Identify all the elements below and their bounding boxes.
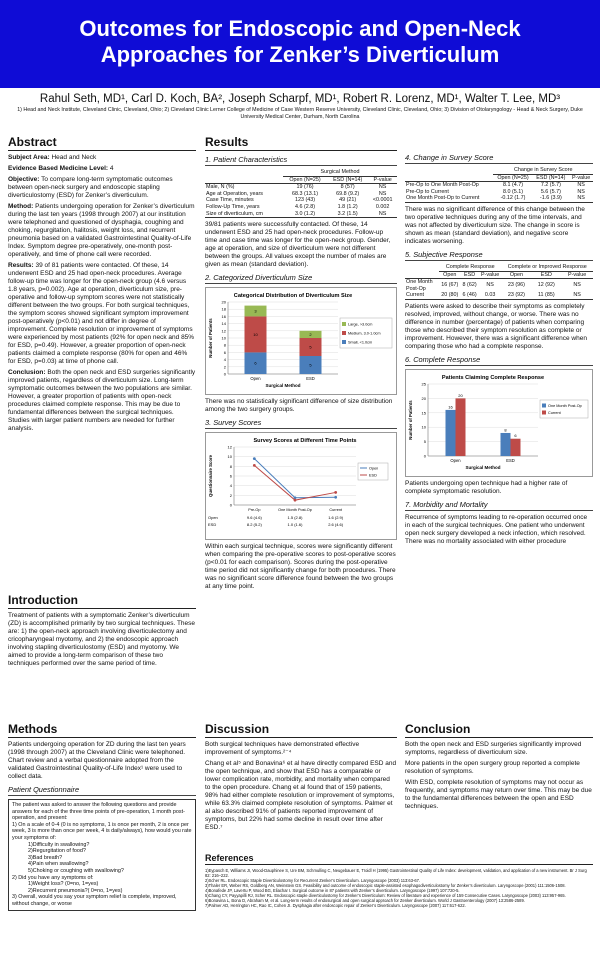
chart-title: Survey Scores at Different Time Points: [253, 438, 357, 445]
y-axis-label: Number of Patients: [408, 400, 413, 440]
evidence-level: Evidence Based Medicine Level: 4: [8, 165, 114, 172]
introduction-section: [8, 593, 196, 707]
complete-chart-frame: [405, 369, 593, 477]
table-row: Pre-Op to Current 8.0 (5.1) 5.6 (5.7) NS: [406, 188, 585, 195]
bar-value-label: 10: [253, 332, 258, 338]
x-axis-label: Surgical Method: [465, 464, 501, 470]
x-tick-label: Current: [329, 508, 343, 513]
references-heading: References: [205, 853, 593, 865]
subjective-response-table: Complete Response Complete or Improved Response Open ESD P-value Open ESD P-value One Month Post-Op 16 (67) 8 (62) NS 23 (96) 12 (92) NS Current 20 (80) 6 (46) 0.03 23 (92) 11 (85) NS: [405, 264, 593, 300]
bar: [456, 398, 466, 456]
y-tick-label: 25: [421, 381, 426, 387]
categorized-size-text: There was no statistically significant difference of size distribution among the two surgery groups.: [205, 398, 393, 414]
y-axis-label: Questionnaire Score: [208, 455, 213, 498]
legend-swatch: [342, 322, 346, 326]
reference-item: 6)Bonavina L, Bona D, Abraham M, et al. Long-term results of endosurgical and open surgical approach for Zenker diverticulum. World J Gastroenterology (2007) 13:2586-2589.: [205, 898, 525, 903]
method: Method: Patients undergoing operation for Zenker’s diverticulum during the last ten years (1998 through 2007) at our institution were telephoned and questioned of dysphagia, coughing and choking, regurgitation, halitosis, weight loss, and recurrent pneumonia based on a validated Gastrointestinal Quality-of-Life Index. Symptom degree pre-operatively, one-month post-operatively, and time of phone call were recorded.: [8, 203, 195, 258]
y-tick-label: 10: [221, 335, 226, 341]
y-tick-label: 0: [223, 371, 226, 377]
legend-swatch: [342, 340, 346, 344]
conclusion-section: [405, 722, 593, 852]
table-row: Male, N (%) 19 (76) 8 (57) NS: [206, 184, 387, 191]
x-tick-label: ESD: [506, 457, 515, 463]
introduction-heading: Introduction: [8, 593, 196, 609]
survey-scores-chart: [206, 433, 396, 539]
legend-label: Current: [548, 410, 561, 415]
subjective-response-heading: 5. Subjective Response: [405, 250, 593, 261]
size-distribution-chart: [206, 288, 396, 394]
y-tick-label: 12: [227, 444, 232, 450]
table-row-label: Open: [208, 515, 218, 521]
methods-section: [8, 722, 196, 958]
table-row: One Month Post-Op 16 (67) 8 (62) NS 23 (96) 12 (92) NS: [406, 279, 581, 292]
subject-area: Subject Area: Head and Neck: [8, 154, 97, 161]
complete-response-chart: [406, 370, 592, 476]
morbidity-text: Recurrence of symptoms leading to re-operation occurred once in each of the surgical techniques. One patient who underwent open neck surgery developed a neck infection, which resolved. There was no mortality associated with either procedure: [405, 513, 588, 545]
conclusion-p3: With ESD, complete resolution of symptoms may not occur as frequently, and symptoms may return over time. This may be due to the fundamental differences between the open and ESD techniques.: [405, 779, 592, 810]
conclusion-p2: More patients in the open surgery group reported a complete resolution of symptoms.: [405, 760, 580, 775]
objective: Objective: To compare long-term symptomatic outcomes between open-neck surgery and endoscopic stapling diverticulostomy (ESD) for Zenker’s diverticulum.: [8, 176, 173, 199]
table-cell: 9.6 (4.6): [246, 515, 262, 521]
table-row-label: ESD: [208, 522, 217, 528]
y-tick-label: 4: [229, 483, 232, 489]
y-tick-label: 10: [421, 424, 426, 430]
bar-value-label: 20: [458, 392, 463, 398]
poster-title: Outcomes for Endoscopic and Open-Neck Approaches for Zenker’s Diverticulum: [79, 16, 521, 67]
results: Results: 39 of 81 patients were contacted. Of these, 14 underwent ESD and 25 had open-neck procedures. Average follow-up time was longer for the open-neck group (4.6 versus 1.8 years, p=0.002). Age at operation, diverticulum size, pre-operative and follow-up symptom scores were not statistically different between the two groups. For both surgical techniques, the symptom scores showed significant symptom improvement post-operatively (p<0.01) and not differ in degree of improvement. Complete resolution or improvement of symptoms were experienced by most patients (92% for open neck and 85% for ESD, p=0.49). However, a greater proportion of open-neck patients claimed a complete response (80% for open and 46% for ESD, p=0.03) at time of phone call.: [8, 262, 195, 365]
categorized-size-heading: 2. Categorized Diverticulum Size: [205, 273, 397, 284]
survey-scores-heading: 3. Survey Scores: [205, 418, 397, 429]
bar-value-label: 3: [254, 308, 257, 314]
discussion-section: [205, 722, 397, 852]
y-tick-label: 2: [229, 492, 232, 498]
data-point: [253, 457, 256, 460]
y-tick-label: 20: [221, 299, 226, 305]
legend-label: ESD: [369, 473, 377, 478]
discussion-heading: Discussion: [205, 722, 397, 738]
legend-label: Small, <1.0cm: [348, 340, 373, 345]
legend-label: One Month Post-Op: [548, 403, 582, 408]
legend-label: Open: [369, 466, 379, 471]
author-list: Rahul Seth, MD¹, Carl D. Koch, BA², Joseph Scharpf, MD¹, Robert R. Lorenz, MD¹, Walter T. Lee, MD³: [39, 93, 561, 105]
table-row: Follow-Up Time, years 4.6 (2.8) 1.8 (1.2) 0.002: [206, 203, 390, 210]
results-heading: Results: [205, 135, 397, 151]
table-row: Age at Operation, years 68.3 (13.1) 69.8 (9.2) NS: [206, 190, 387, 197]
y-tick-label: 18: [221, 306, 226, 312]
x-tick-label: Open: [250, 376, 261, 382]
reference-item: 3)Thaler ER, Weber RS, Goldberg AN, Weinstein GS. Feasibility and outcome of endoscopic staple-assisted esophagodiverticulostomy for Zenker’s diverticulum. Laryngoscope (2001) 111:1506-1508.: [205, 883, 566, 888]
y-tick-label: 10: [227, 454, 232, 460]
y-tick-label: 0: [423, 453, 426, 459]
y-tick-label: 6: [229, 473, 232, 479]
y-axis-label: Number of Patients: [208, 318, 213, 358]
bar-value-label: 5: [309, 344, 312, 350]
x-tick-label: ESD: [306, 376, 315, 382]
legend-swatch: [542, 410, 546, 414]
abstract-section: [8, 135, 196, 635]
discussion-p1: Both surgical techniques have demonstrated effective improvement of symptoms.²⁻⁴: [205, 741, 360, 756]
y-tick-label: 8: [229, 463, 232, 469]
bar-value-label: 2: [309, 332, 312, 338]
complete-response-heading: 6. Complete Response: [405, 355, 593, 366]
poster-title-banner: [0, 0, 600, 88]
chart-title: Categorical Distribution of Diverticulum Size: [233, 293, 353, 300]
questionnaire-heading: Patient Questionnaire: [8, 785, 196, 796]
data-point: [253, 464, 256, 467]
y-tick-label: 12: [221, 328, 226, 334]
y-tick-label: 20: [421, 395, 426, 401]
morbidity-heading: 7. Morbidity and Mortality: [405, 500, 593, 511]
conclusion: Conclusion: Both the open neck and ESD surgeries significantly improved patients, regardless of diverticulum size. Long-term symptomatic outcomes between the two populations are similar. However, a greater proportion of patients with open-neck procedures claimed complete response. This may be due to fundamental differences between the surgical techniques. Studies with larger patient numbers are needed for further analysis.: [8, 369, 196, 432]
results-section-left: [205, 135, 397, 710]
data-point: [334, 491, 337, 494]
table-cell: 1.6 (2.9): [328, 515, 344, 521]
bar-value-label: 16: [448, 404, 453, 410]
y-tick-label: 8: [223, 342, 226, 348]
y-tick-label: 6: [223, 350, 226, 356]
bar: [446, 410, 456, 456]
table-row: Pre-Op to One Month Post-Op 8.1 (4.7) 7.2 (5.7) NS: [406, 182, 585, 189]
patient-characteristics-heading: 1. Patient Characteristics: [205, 155, 397, 166]
x-tick-label: Pre-Op: [248, 508, 261, 513]
methods-text: Patients undergoing operation for ZD during the last ten years (1998 through 2007) at the Cleveland Clinic were telephoned. Chart review and a verbal questionnaire adopted from the validated Gastrointestinal Quality-of-Life Index¹ were used to collect data.: [8, 741, 186, 780]
x-tick-label: One Month Post-Op: [278, 508, 312, 513]
conclusion-p1: Both the open neck and ESD surgeries significantly improved symptoms, regardless of diverticulum size.: [405, 741, 582, 756]
table-row: Current 20 (80) 6 (46) 0.03 23 (92) 11 (85) NS: [405, 292, 593, 299]
y-tick-label: 0: [229, 502, 232, 508]
table-row: Size of diverticulum, cm 3.0 (1.2) 3.2 (1.5) NS: [205, 211, 397, 218]
affiliations: 1) Head and Neck Institute, Cleveland Clinic, Cleveland, Ohio; 2) Cleveland Clinic Lerner College of Medicine of Case Western Reserve University, Cleveland Clinic, Cleveland, Ohio; 3) Division of Otolaryngology - Head & Neck Surgery, Duke University Medical Center, Durham, North Carolina: [17, 107, 583, 120]
chart-title: Patients Claiming Complete Response: [441, 374, 545, 381]
y-tick-label: 4: [223, 357, 226, 363]
reference-item: 1)Eypasch E, Williams JI, Wood-Dauphinee S, Ure BM, Schmulling C, Neugebauer E, Troidl H (1995) Gastrointestinal Quality of Life Index: development, validation, and application of a new instrument. Br J Surg 82: 216–222.: [205, 868, 587, 878]
reference-item: 5)Chang CY, Payyapilli RJ, Scher RL. Endoscopic staple diverticulostomy for Zenker’s Diverticulum: Review of literature and experience of 159 Consecutive Cases. Laryngoscope (2003) 113:957-965.: [205, 893, 566, 898]
table-cell: 1.0 (1.6): [287, 522, 303, 528]
y-tick-label: 16: [221, 314, 226, 320]
survey-chart-frame: [205, 432, 397, 540]
size-chart-frame: [205, 287, 397, 395]
change-score-table: Change in Survey Score Open (N=25) ESD (N=14) P-value Pre-Op to One Month Post-Op 8.1 (4.7) 7.2 (5.7) NS Pre-Op to Current 8.0 (5.1) 5.6 (5.7) NS One Month Post-Op to Current -0.12 (1.7) -1.6 (3.9) NS: [405, 167, 593, 203]
complete-response-text: Patients undergoing open technique had a higher rate of complete symptomatic resolution.: [405, 479, 568, 495]
reference-item: 4)Bonafede JP, Lavertu P, Wood BG, Eliachar I. Surgical outcome in 87 patients with Zenker’s diverticulum. Laryngoscope (1997) 107:720-5.: [205, 888, 460, 893]
conclusion-heading: Conclusion: [405, 722, 593, 738]
bar-value-label: 5: [309, 362, 312, 368]
x-tick-label: Open: [450, 457, 461, 463]
bar-value-label: 6: [514, 433, 517, 439]
data-point: [334, 496, 337, 499]
survey-scores-text: Within each surgical technique, scores were significantly different when comparing the pre-operative scores to post-operative scores (p<0.01 for each comparison). Scores during the post-operative time period did not significantly change for both procedures. There was no significant score difference found between the two groups at any time point.: [205, 543, 396, 591]
series-line: [254, 459, 335, 498]
subjective-response-text: Patients were asked to describe their symptoms as completely resolved, improved, without change, or worse. There was no difference in number (percentage) of patients when comparing those who described their symptom resolution as complete or improvement. However, there was a significant difference when comparing those who had a complete response.: [405, 302, 587, 350]
legend-label: Large, >3.0cm: [348, 322, 373, 327]
discussion-p2: Chang et al⁵ and Bonavina⁶ et al have directly compared ESD and the open technique, and show that ESD has a comparable or lower complication rate, morbidity, and mortality when compared to the open procedure. Chang et al found that of 159 patients, 98% had either complete resolution or improvement of symptoms, while 63.3% claimed complete resolution of symptoms. Palmer et al also described 91% of patients reported improvement of symptoms, but 22% had some decline in result over time after ESD.⁷: [205, 760, 397, 831]
table-cell: 8.2 (5.2): [246, 522, 262, 528]
y-tick-label: 15: [421, 410, 426, 416]
questionnaire-box: The patient was asked to answer the following questions and provide answers for each of the three time points of pre-operation, 1 month post-operation, and present: 1) On a scale of 0-4 (0 is no symptoms, 1 is once per month, 2 is once per week, 3 is more than once per week, 4 is daily/always), how would you rate your symptoms of: 1)Difficulty in swallowing? 2)Regurgitation of food? 3)Bad breath? 4)Pain when swallowing? 5)Choking or coughing with swallowing? 2) Did you have any symptoms of: 1)Weight loss? (0=no, 1=yes) 2)Recurrent pneumonia?( 0=no, 1=yes) 3) Overall, would you say your symptom relief is complete, improved, without change, or worse: [8, 799, 196, 911]
reference-item: 2)Scher RL. Endoscopic Staple Diverticulostomy for Recurrent Zenker’s Diverticulum. Laryngoscope (2003) 113:63-67.: [205, 878, 421, 883]
introduction-text: Treatment of patients with a symptomatic Zenker’s diverticulum (ZD) is accomplished primarily by two surgical techniques. These are: 1) the open-neck approach involving diverticulectomy and cricopharyngeal myotomy, and 2) the endoscopic approach involving stapling diverticulostomy (ESD) and myotomy. We aimed to provide a long-term comparison of these two techniques performed over the same period of time.: [8, 612, 196, 667]
legend-swatch: [342, 331, 346, 335]
y-tick-label: 14: [221, 321, 226, 327]
results-section-right: [405, 135, 593, 710]
legend-label: Medium, 3.0-1.0cm: [348, 331, 381, 336]
change-score-heading: 4. Change in Survey Score: [405, 153, 593, 164]
table-cell: 1.5 (2.8): [287, 515, 303, 521]
methods-heading: Methods: [8, 722, 196, 738]
legend-swatch: [542, 403, 546, 407]
patient-characteristics-text: 39/81 patients were successfully contacted. Of these, 14 underwent ESD and 25 had open-neck procedures. Follow-up time and case time was longer for the open-neck group. Gender, age at operation, and size of diverticulum were not different between the groups. All values except the number of males are given as mean (standard deviation).: [205, 221, 391, 269]
patient-characteristics-table: Surgical Method Open (N=25) ESD (N=14) P-value Male, N (%) 19 (76) 8 (57) NS Age at Operation, years 68.3 (13.1) 69.8 (9.2) NS Case Time, minutes 123 (43) 49 (21) <0.0001 Follow-Up Time, years 4.6 (2.8) 1.8 (1.2) 0.002 Size of diverticulum, cm 3.0 (1.2) 3.2 (1.5) NS: [205, 169, 397, 218]
table-row: One Month Post-Op to Current -0.12 (1.7) -1.6 (3.9) NS: [405, 195, 593, 202]
table-row: Case Time, minutes 123 (43) 49 (21) <0.0001: [206, 197, 393, 204]
table-cell: 2.6 (4.6): [328, 522, 344, 528]
bar: [511, 439, 521, 456]
y-tick-label: 2: [223, 364, 226, 370]
references-section: [205, 853, 593, 958]
abstract-heading: Abstract: [8, 135, 196, 151]
change-score-text: There was no significant difference of this change between the two operative techniques during any of the time intervals, and was not affected by diverticulum size. The change in score is shown as mean (standard deviation), and negative score indicates worsening.: [405, 205, 585, 245]
x-axis-label: Surgical Method: [265, 383, 301, 389]
legend-box: [540, 400, 588, 418]
data-point: [294, 499, 297, 502]
y-tick-label: 5: [423, 439, 426, 445]
bar: [501, 433, 511, 456]
bar-value-label: 8: [504, 427, 507, 433]
bar-value-label: 6: [254, 360, 257, 366]
reference-item: 7)Palmer AD, Herrington HC, Rao IC, Cohen JI. Dysphagia after endoscopic repair of Zenker’s Diverticulum. Laryngoscope (2007) 117:617-622.: [205, 903, 466, 908]
